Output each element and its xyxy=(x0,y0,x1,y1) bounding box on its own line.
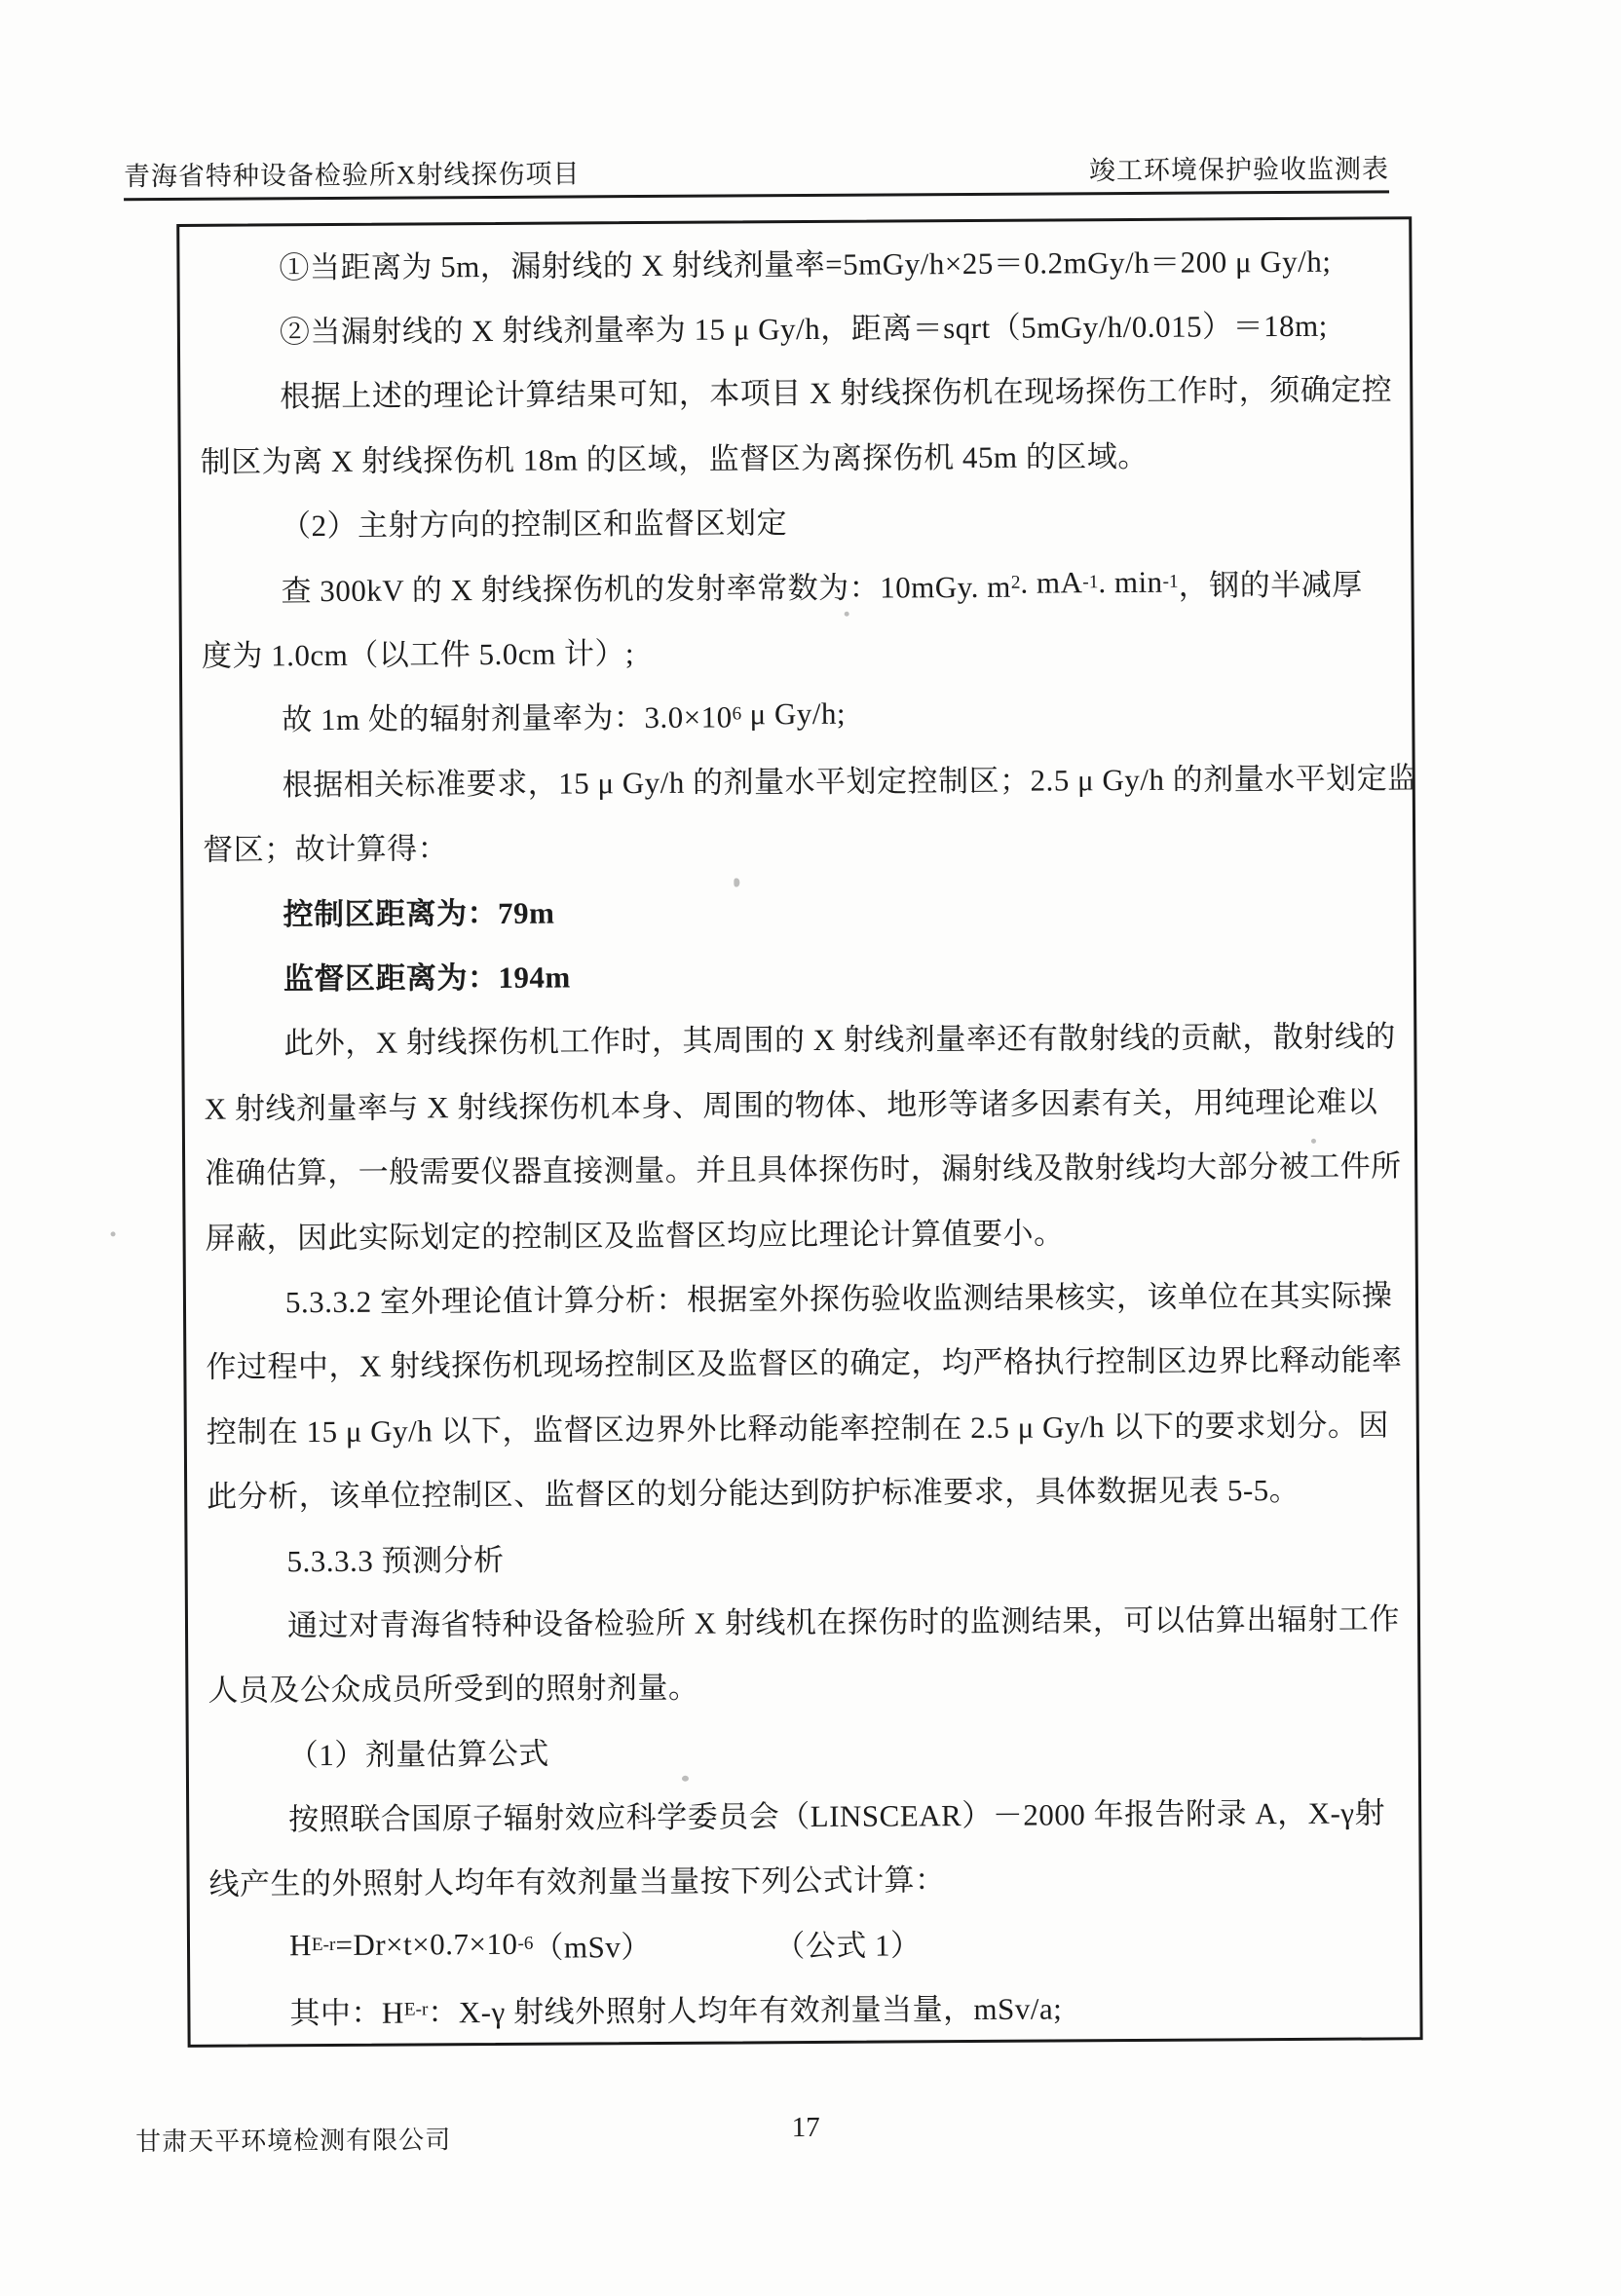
text-line: 根据相关标准要求，15 μ Gy/h 的剂量水平划定控制区；2.5 μ Gy/h 的剂量水平划定监 xyxy=(282,760,1418,803)
text-line: 此外，X 射线探伤机工作时，其周围的 X 射线剂量率还有散射线的贡献，散射线的 xyxy=(283,1019,1396,1061)
content-box xyxy=(176,216,1422,2048)
text-line: 督区；故计算得： xyxy=(203,831,449,868)
text-line: ②当漏射线的 X 射线剂量率为 15 μ Gy/h，距离＝sqrt（5mGy/h/0.015）＝18m; xyxy=(279,308,1328,350)
header-project-title: 青海省特种设备检验所X射线探伤项目 xyxy=(123,159,581,192)
text-line: 屏蔽，因此实际划定的控制区及监督区均应比理论计算值要小。 xyxy=(205,1215,1065,1256)
document-body xyxy=(199,225,1418,2043)
scan-speck xyxy=(682,1776,689,1782)
text-line: 故 1m 处的辐射剂量率为：3.0×10 6 μ Gy/h; xyxy=(282,696,847,737)
page-number: 17 xyxy=(791,2111,820,2144)
text-line: 控制区距离为：79m xyxy=(283,895,555,931)
scan-speck xyxy=(734,878,739,886)
header-doc-type: 竣工环境保护验收监测表 xyxy=(1088,154,1389,186)
text-line: 制区为离 X 射线探伤机 18m 的区域，监督区为离探伤机 45m 的区域。 xyxy=(200,438,1149,479)
text-line: 查 300kV 的 X 射线探伤机的发射率常数为：10mGy. m 2 . mA -1 . min -1 ，钢的半减厚 xyxy=(281,564,1363,608)
text-line: 按照联合国原子辐射效应科学委员会（LINSCEAR）－2000 年报告附录 A，X-γ射 xyxy=(288,1795,1386,1837)
text-line: 人员及公众成员所受到的照射剂量。 xyxy=(207,1670,699,1709)
scan-speck xyxy=(111,1231,116,1236)
page-header xyxy=(124,140,1389,201)
footer-company: 甘肃天平环境检测有限公司 xyxy=(135,2126,452,2157)
text-line: 其中：H E-r ：X-γ 射线外照射人均年有效剂量当量，mSv/a; xyxy=(289,1991,1063,2031)
text-line: 准确估算，一般需要仪器直接测量。并且具体探伤时，漏射线及散射线均大部分被工件所 xyxy=(205,1148,1402,1190)
text-line: 5.3.3.2 室外理论值计算分析：根据室外探伤验收监测结果核实，该单位在其实际操 xyxy=(284,1278,1393,1320)
text-line: 控制在 15 μ Gy/h 以下，监督区边界外比释动能率控制在 2.5 μ Gy/h 以下的要求划分。因 xyxy=(206,1408,1389,1449)
text-line: 5.3.3.3 预测分析 xyxy=(286,1542,505,1578)
text-line: H E-r =Dr×t×0.7×10 -6 （mSv） （公式 1） xyxy=(288,1927,922,1965)
text-line: X 射线剂量率与 X 射线探伤机本身、周围的物体、地形等诸多因素有关，用纯理论难以 xyxy=(204,1084,1378,1126)
text-line: （1）剂量估算公式 xyxy=(287,1736,549,1772)
text-line: 线产生的外照射人均年有效剂量当量按下列公式计算： xyxy=(208,1863,946,1902)
text-line: 作过程中，X 射线探伤机现场控制区及监督区的确定，均严格执行控制区边界比释动能率 xyxy=(206,1342,1403,1385)
text-line: 监督区距离为：194m xyxy=(283,960,571,997)
text-line: 根据上述的理论计算结果可知，本项目 X 射线探伤机在现场探伤工作时，须确定控 xyxy=(280,372,1393,414)
scan-speck xyxy=(1311,1139,1316,1144)
text-line: 通过对青海省特种设备检验所 X 射线机在探伤时的监测结果，可以估算出辐射工作 xyxy=(286,1601,1400,1643)
text-line: （2）主射方向的控制区和监督区划定 xyxy=(280,506,788,544)
text-line: 此分析，该单位控制区、监督区的划分能达到防护标准要求，具体数据见表 5-5。 xyxy=(207,1473,1301,1514)
text-line: 度为 1.0cm（以工件 5.0cm 计）; xyxy=(201,636,635,673)
text-line: ①当距离为 5m，漏射线的 X 射线剂量率=5mGy/h×25＝0.2mGy/h＝200 μ Gy/h; xyxy=(279,244,1332,285)
scan-speck xyxy=(845,612,849,617)
